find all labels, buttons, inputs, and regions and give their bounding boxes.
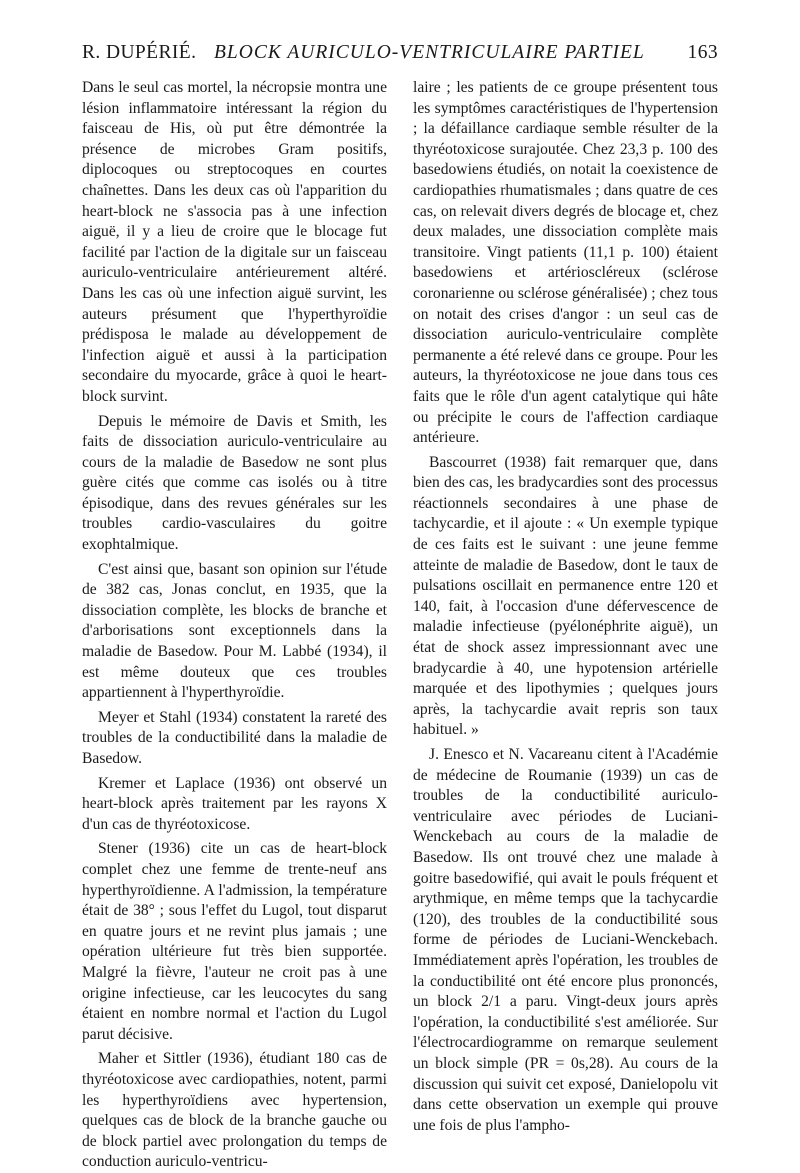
- left-paragraph-2: Depuis le mémoire de Davis et Smith, les faits de dissociation auriculo-ventriculaire au cours de la maladie de Basedow ne sont plus guère cités que comme cas isolés ou à titre épisodique, dans des revues générales sur les troubles cardio-vasculaires du goitre exophtalmique.: [82, 412, 387, 554]
- left-column: [82, 78, 387, 1173]
- header-author: R. DUPÉRIÉ.: [82, 42, 197, 63]
- right-paragraph-3: J. Enesco et N. Vacareanu citent à l'Académie de médecine de Roumanie (1939) un cas de troubles de la conductibilité auriculo-ventriculaire avec périodes de Luciani-Wenckebach au cours de la maladie de Basedow. Ils ont trouvé chez une malade à goitre basedowifié, qui avait le pouls fréquent et arythmique, en même temps que la tachycardie (120), des troubles de la conductibilité sous forme de périodes de Luciani-Wenckebach. Immédiatement après l'opération, les troubles de la conductibilité ont été encore plus prononcés, un block 2/1 a paru. Vingt-deux jours après l'opération, la conductibilité s'est améliorée. Sur l'électrocardiogramme on remarque seulement un block simple (PR = 0s,28). Au cours de la discussion qui suivit cet exposé, Danielopolu vit dans cette observation un exemple qui prouve une fois de plus l'ampho-: [413, 746, 718, 1134]
- left-paragraph-5: Kremer et Laplace (1936) ont observé un heart-block après traitement par les rayons X d'un cas de thyréotoxicose.: [82, 774, 387, 833]
- left-paragraph-4: Meyer et Stahl (1934) constatent la rareté des troubles de la conductibilité dans la maladie de Basedow.: [82, 708, 387, 767]
- running-header: [82, 42, 718, 76]
- left-paragraph-3: C'est ainsi que, basant son opinion sur l'étude de 382 cas, Jonas conclut, en 1935, que la dissociation complète, les blocks de branche et d'arborisations sont exceptionnels dans la maladie de Basedow. Pour M. Labbé (1934), il est même douteux que ces troubles appartiennent à l'hyperthyroïdie.: [82, 560, 387, 702]
- header-title: BLOCK AURICULO-VENTRICULAIRE PARTIEL: [214, 42, 645, 63]
- right-paragraph-1: laire ; les patients de ce groupe présentent tous les symptômes caractéristiques de l'hypertension ; la défaillance cardiaque semble résulter de la thyréotoxicose surajoutée. Chez 23,3 p. 100 des basedowiens étudiés, on notait la coexistence de cardiopathies rhumatismales ; dans quatre de ces cas, on relevait divers degrés de blocage et, chez deux malades, une dissociation complète mais transitoire. Vingt patients (11,1 p. 100) étaient basedowiens et artérioscléreux (sclérose coronarienne ou sclérose généralisée) ; chez tous on notait des crises d'angor : un seul cas de dissociation auriculo-ventriculaire complète permanente a été relevé dans ce groupe. Pour les auteurs, la thyréotoxicose ne joue dans tous ces faits que le rôle d'un agent catalytique qui hâte ou précipite le cours de l'affection cardiaque antérieure.: [413, 79, 718, 447]
- left-paragraph-6: Stener (1936) cite un cas de heart-block complet chez une femme de trente-neuf ans hyperthyroïdienne. A l'admission, la température était de 38° ; sous l'effet du Lugol, tout disparut en quatre jours et ne revint plus jamais ; une opération ultérieure fut très bien supportée. Malgré la fièvre, l'auteur ne croit pas à une origine infectieuse, car les leucocytes du sang étaient en nombre normal et l'action du Lugol parut décisive.: [82, 840, 387, 1043]
- left-paragraph-7: Maher et Sittler (1936), étudiant 180 cas de thyréotoxicose avec cardiopathies, notent, parmi les hyperthyroïdiens avec hypertension, quelques cas de block de la branche gauche ou de block partiel avec prolongation du temps de conduction auriculo-ventricu-: [82, 1050, 387, 1171]
- right-paragraph-2: Bascourret (1938) fait remarquer que, dans bien des cas, les bradycardies sont des processus réactionnels secondaires à une phase de tachycardie, et il ajoute : « Un exemple typique de ces faits est le suivant : une jeune femme atteinte de maladie de Basedow, dont le taux de pulsations oscillait en permanence entre 120 et 140, fait, à l'occasion d'une défervescence de maladie infectieuse (pyélonéphrite aiguë), un état de shock assez impressionnant avec une bradycardie à 40, une hypotension artérielle marquée et des lipothymies ; quelques jours après, la tachycardie avait repris son taux habituel. »: [413, 453, 718, 739]
- page-number: 163: [687, 42, 718, 63]
- left-paragraph-1: Dans le seul cas mortel, la nécropsie montra une lésion inflammatoire intéressant la région du faisceau de His, où put être démontrée la présence de microbes Gram positifs, diplocoques ou streptocoques en courtes chaînettes. Dans les deux cas où l'apparition du heart-block ne s'associa pas à une infection aiguë, il y a lieu de croire que le blocage fut facilité par l'action de la digitale sur un faisceau auriculo-ventriculaire antérieurement altéré. Dans les cas où une infection aiguë survint, les auteurs présument que l'hyperthyroïdie prédisposa le malade au développement de l'infection aiguë et aussi à la participation secondaire du myocarde, grâce à quoi le heart-block survint.: [82, 79, 387, 405]
- right-column: [413, 78, 718, 1136]
